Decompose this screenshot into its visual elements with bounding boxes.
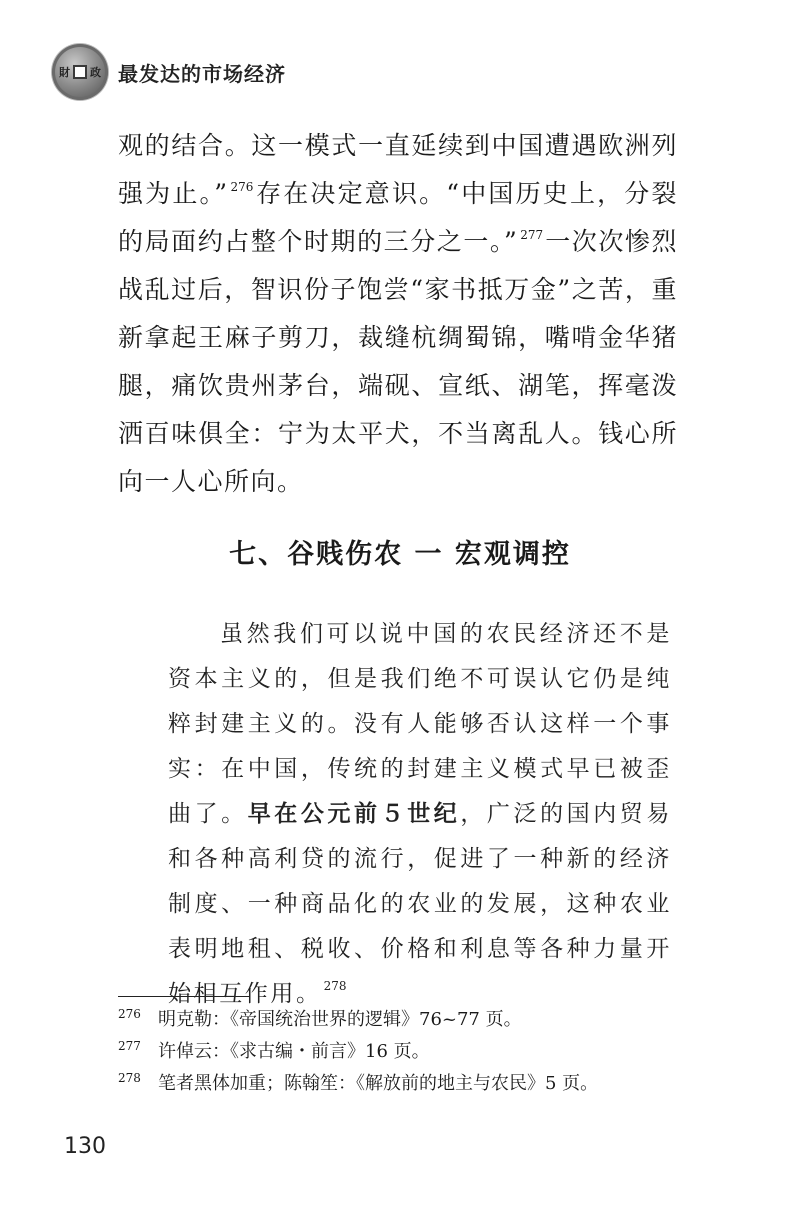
footnote-ref-276[interactable]: 276	[230, 180, 254, 194]
footnotes	[118, 1004, 718, 1100]
book-title: 最发达的市场经济	[118, 62, 286, 86]
quote-text-a: 虽然我们可以说中国的农民经济还不是资本主义的，但是我们绝不可误认它仍是纯粹封建主义的。没有人能够否认这样一个事实：在中国，传统的封建主义模式早已被歪曲了。	[168, 621, 672, 827]
footnote-ref-278[interactable]: 278	[323, 979, 347, 993]
body-text-a: 观的结合。这一模式一直延续到中国遭遇欧洲列强为止。”	[118, 131, 678, 208]
footnote-ref-277[interactable]: 277	[520, 228, 544, 242]
body-paragraph	[118, 122, 678, 506]
footnote-item	[118, 1004, 718, 1036]
coin-logo-icon	[52, 44, 108, 100]
footnote-number: 276	[118, 1007, 141, 1021]
block-quote	[168, 612, 672, 1017]
footnote-number: 277	[118, 1039, 141, 1053]
footnote-text: 许倬云：《求古编・前言》16 页。	[158, 1041, 430, 1062]
footnote-divider	[118, 996, 250, 997]
running-header	[52, 44, 752, 104]
section-heading: 七、谷贱伤农 一 宏观调控	[229, 539, 571, 570]
page-number: 130	[64, 1134, 106, 1159]
footnote-item	[118, 1068, 718, 1100]
body-text-c: 一次次惨烈战乱过后，智识份子饱尝“家书抵万金”之苦，重新拿起王麻子剪刀，裁缝杭绸蜀锦，嘴啃金华猪腿，痛饮贵州茅台，端砚、宣纸、湖笔，挥毫泼洒百味俱全：宁为太平犬，不当离乱人。钱心所向一人心所向。	[118, 227, 678, 496]
quote-bold-text: 早在公元前５世纪	[247, 801, 461, 827]
quote-text-b: ，广泛的国内贸易和各种高利贷的流行，促进了一种新的经济制度、一种商品化的农业的发展，这种农业表明地租、税收、价格和利息等各种力量开始相互作用。	[168, 801, 672, 1007]
coin-char-right: 政	[90, 66, 101, 79]
footnote-item	[118, 1036, 718, 1068]
footnote-text: 明克勒：《帝国统治世界的逻辑》76~77 页。	[158, 1009, 522, 1030]
coin-char-left: 財	[59, 66, 70, 79]
footnote-number: 278	[118, 1071, 141, 1085]
coin-square-hole	[73, 65, 87, 79]
footnote-text: 笔者黑体加重；陈翰笙：《解放前的地主与农民》5 页。	[158, 1073, 599, 1094]
body-text-b: 存在决定意识。“中国历史上，分裂的局面约占整个时期的三分之一。”	[118, 179, 678, 256]
